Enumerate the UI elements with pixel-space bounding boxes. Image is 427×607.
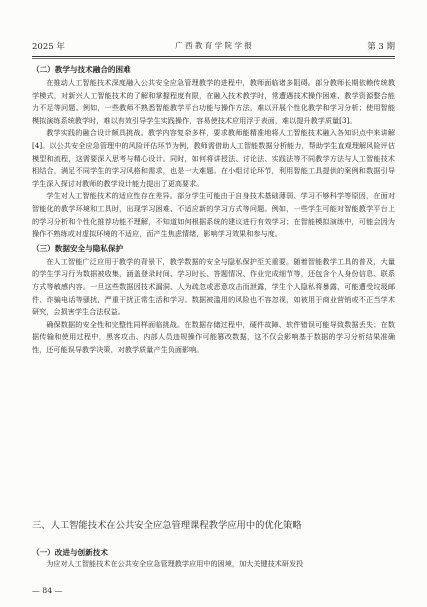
page-body: [32, 62, 395, 356]
body-paragraph: 学生对人工智能技术的适应性存在差异。部分学生可能由于自身技术基础薄弱、学习不够科学等原因，在面对智能化的教学环境和工具时，出现学习困难、不适应新的学习方式等问题。例如，一些学生可能对智能教学平台上的学习分析和个性化推荐功能不理解，不知道如何根据系统的建议进行有效学习；在智能模拟演练中，可能会因为操作不熟练或对虚拟环境的不适应，而产生焦虑情绪，影响学习效果和参与度。: [32, 191, 395, 239]
body-paragraph: 确保数据的安全性和完整性同样面临挑战。在数据存储过程中，硬件故障、软件错误可能导致数据丢失；在数据传输和使用过程中，黑客攻击、内部人员违规操作可能篡改数据，这不仅会影响基于数据的学习分析结果准确性，还可能误导教学决策，对教学质量产生负面影响。: [32, 319, 395, 354]
header-journal-title: 广 西 教 育 学 院 学 报: [175, 41, 252, 50]
subsection-heading: （二）教学与技术融合的困难: [32, 65, 131, 74]
body-paragraph: 为应对人工智能技术在公共安全应急管理教学应用中的困境，加大关键技术研发投: [46, 559, 304, 568]
header-year: 2025 年: [32, 42, 65, 52]
section-heading: 三、人工智能技术在公共安全应急管理课程教学应用中的优化策略: [32, 520, 302, 531]
body-paragraph: 在人工智能广泛应用于教学的背景下，教学数据的安全与隐私保护至关重要。随着智能教学工具的普及，大量的学生学习行为数据被收集，涵盖登录时间、学习时长、答题情况、作业完成细节等，还包含个人身份信息、联系方式等敏感内容。一旦这些数据因技术漏洞、人为疏忽或恶意攻击而泄露，学生个人隐私将暴露，可能遭受垃圾邮件、诈骗电话等骚扰，严重干扰正常生活和学习。数据被滥用的风险也不容忽视，如被用于商业营销或不正当学术研究，会损害学生合法权益。: [32, 256, 395, 317]
header-issue: 第 3 期: [367, 42, 395, 52]
page-number: — 84 —: [32, 586, 63, 595]
subsection-heading: （三）数据安全与隐私保护: [32, 243, 124, 253]
body-paragraph: 在推动人工智能技术深度融入公共安全应急管理教学的进程中，教师面临诸多阻碍。部分教师长期依赖传统教学模式，对新兴人工智能技术的了解和掌握程度有限，在融入技术教学时，常遭遇技术操作困难、教学资源整合能力不足等问题。例如，一些教师不熟悉智能教学平台功能与操作方法，难以开展个性化教学和学习分析；使用智能模拟演练系统教学时，难以有效引导学生实践操作，容易使技术应用浮于表面，难以提升教学质量[3]。: [32, 78, 395, 125]
page-header: [32, 40, 395, 54]
body-paragraph: 教学实践的融合设计颇具挑战。教学内容复杂多样，要求教师能精准地将人工智能技术融入各知识点中来讲解[4]。以公共安全应急管理中的风险评估环节为例，教师需借助人工智能数据分析能力，帮助学生直观理解风险评估模型和流程，这需要深入思考与精心设计。同时，如何将讲授法、讨论法、实践法等不同教学方法与人工智能技术相结合，满足不同学生的学习风格和需求，也是一大难题。在小组讨论环节，利用智能工具提供的案例和数据引导学生深入探讨对教师的教学设计能力提出了更高要求。: [32, 128, 395, 188]
subsection-heading: （一）改进与创新技术: [32, 548, 108, 557]
header-rule-thick: [32, 56, 395, 57]
header-rule-thin: [32, 58, 395, 59]
